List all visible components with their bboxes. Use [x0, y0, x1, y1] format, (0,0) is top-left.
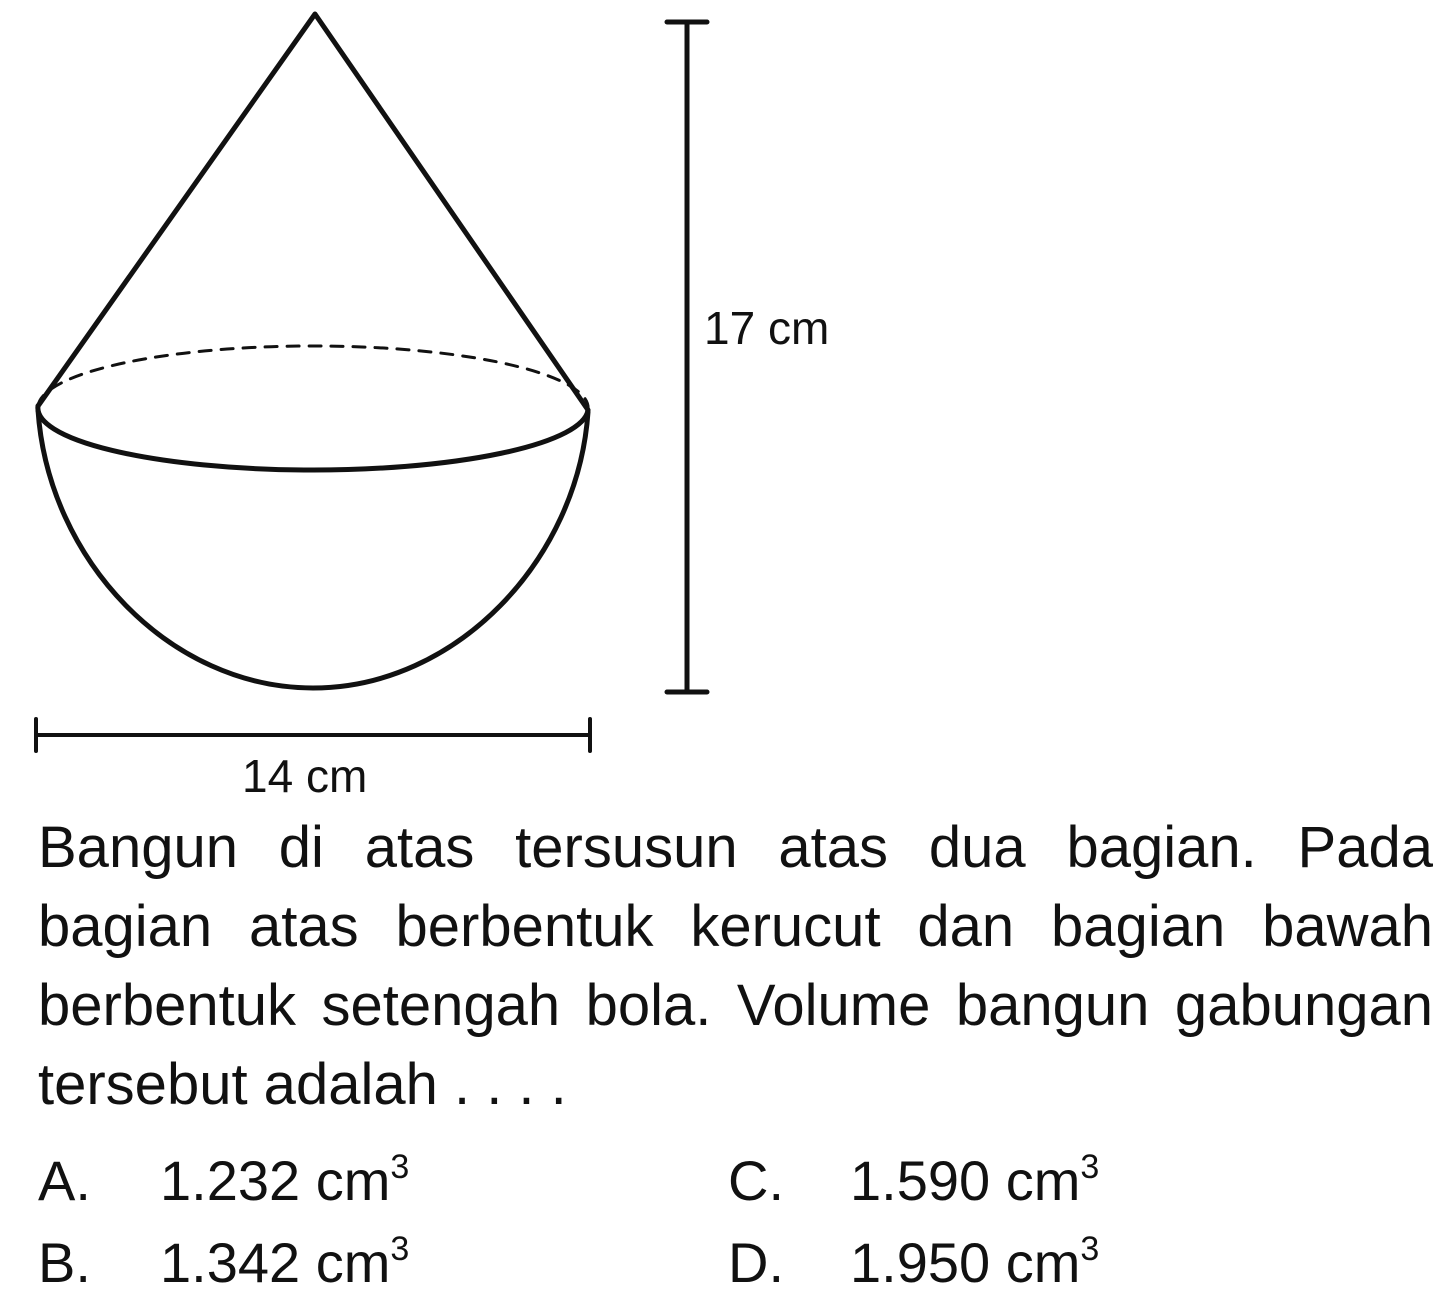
option-exponent: 3 [390, 1148, 410, 1186]
option-exponent: 3 [1080, 1230, 1100, 1268]
option-value: 1.950 cm [850, 1231, 1081, 1294]
option-value: 1.342 cm [160, 1231, 391, 1294]
option-d[interactable] [728, 1232, 1099, 1294]
option-exponent: 3 [1080, 1148, 1100, 1186]
question-text: Bangun di atas tersusun atas dua bagian. Pada bagian atas berbentuk kerucut dan bagian bawah berbentuk setengah bola. Volume bangun gabungan tersebut adalah . . . . [38, 815, 1433, 1117]
option-exponent: 3 [390, 1230, 410, 1268]
height-label: 17 cm [704, 302, 830, 354]
hidden-rim-edge [38, 346, 588, 410]
option-letter: C. [728, 1149, 784, 1212]
option-letter: B. [38, 1231, 91, 1294]
option-value: 1.232 cm [160, 1149, 391, 1212]
option-a[interactable] [38, 1150, 409, 1212]
diameter-label: 14 cm [242, 750, 368, 800]
cone-outline [38, 14, 588, 410]
option-value: 1.590 cm [850, 1149, 1081, 1212]
option-letter: A. [38, 1149, 91, 1212]
front-rim-edge [38, 406, 588, 470]
option-b[interactable] [38, 1232, 409, 1294]
option-letter: D. [728, 1231, 784, 1294]
option-c[interactable] [728, 1150, 1099, 1212]
